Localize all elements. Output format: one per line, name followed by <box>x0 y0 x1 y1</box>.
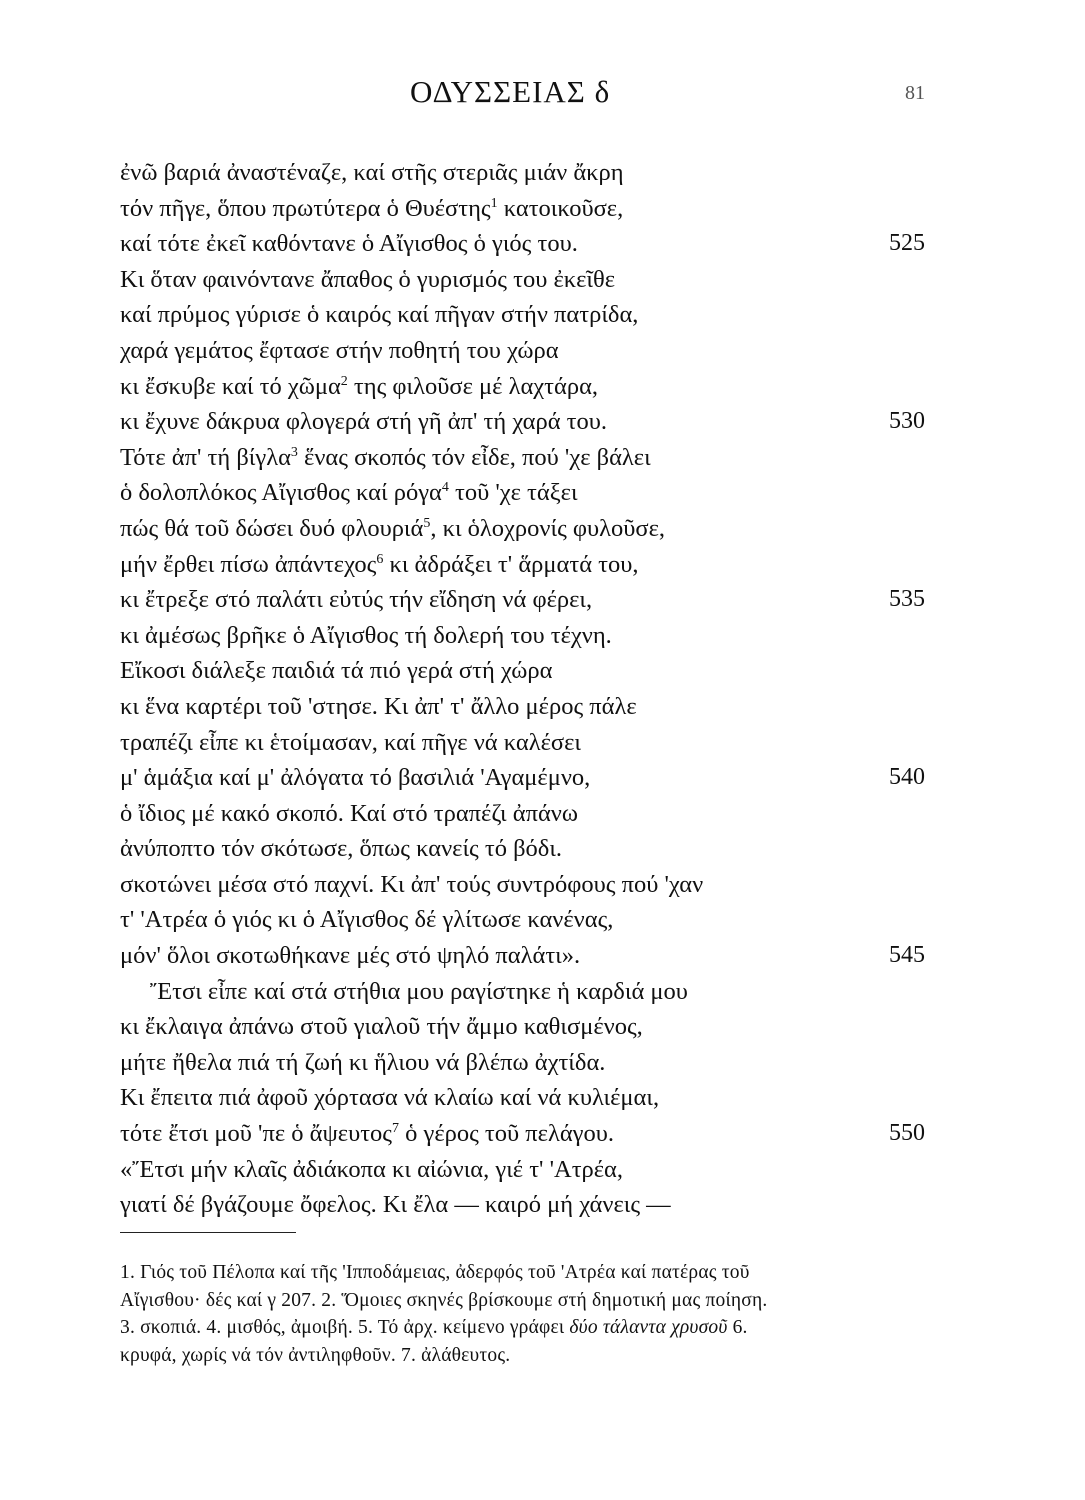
verse-text: ἀνύποπτο τόν σκότωσε, ὅπως κανείς τό βόδι. <box>120 835 563 863</box>
verse-text: τραπέζι εἶπε κι ἑτοίμασαν, καί πῆγε νά καλέσει <box>120 728 581 756</box>
verse-text: σκοτώνει μέσα στό παχνί. Κι ἀπ' τούς συντρόφους πού 'χαν <box>120 870 704 898</box>
verse-text: κι ἔσκυβε καί τό χῶμα$^2$ της φιλοῦσε μέ λαχτάρα, <box>120 372 599 400</box>
verse-line <box>0 226 1085 262</box>
verse-text: Ἔτσι εἶπε καί στά στήθια μου ραγίστηκε ἡ καρδιά μου <box>150 977 688 1005</box>
verse-line <box>0 1116 1085 1152</box>
line-number: 550 <box>889 1120 925 1147</box>
verse-text: μ' ἁμάξια καί μ' ἀλόγατα τό βασιλιά 'Αγαμέμνο, <box>120 764 591 792</box>
verse-line <box>0 547 1085 583</box>
footnote-marker: 4 <box>441 480 449 496</box>
verse-line <box>0 653 1085 689</box>
verse-line <box>0 1009 1085 1045</box>
verse-text: μόν' ὅλοι σκοτωθήκανε μές στό ψηλό παλάτι». <box>120 942 581 970</box>
verse-line <box>0 618 1085 654</box>
footnote-line: 1. Γιός τοῦ Πέλοπα καί τῆς 'Ιπποδάμειας, ἀδερφός τοῦ 'Ατρέα καί πατέρας τοῦ <box>120 1262 750 1283</box>
verse-text: ὁ δολοπλόκος Αἴγισθος καί ρόγα$^4$ τοῦ 'χε τάξει <box>120 479 578 507</box>
verse-line <box>0 974 1085 1010</box>
verse-text: κι ἔτρεξε στό παλάτι εὐτύς τήν εἴδηση νά φέρει, <box>120 586 593 614</box>
verse-text: κι ἀμέσως βρῆκε ὁ Αἴγισθος τή δολερή του τέχνη. <box>120 621 612 649</box>
verse-text: κι ἔχυνε δάκρυα φλογερά στή γῆ ἀπ' τή χαρά του. <box>120 408 608 436</box>
verse-line <box>0 1080 1085 1116</box>
verse-text: γιατί δέ βγάζουμε ὄφελος. Κι ἔλα — καιρό μή χάνεις — <box>120 1191 671 1219</box>
verse-text: πώς θά τοῦ δώσει δυό φλουριά$^5$, κι ὁλοχρονίς φυλοῦσε, <box>120 514 666 542</box>
verse-text: κι ἕνα καρτέρι τοῦ 'στησε. Κι ἀπ' τ' ἄλλο μέρος πάλε <box>120 692 637 720</box>
verse-text: τόν πῆγε, ὅπου πρωτύτερα ὁ Θυέστης$^1$ κατοικοῦσε, <box>120 194 624 222</box>
verse-text: κι ἔκλαιγα ἀπάνω στοῦ γιαλοῦ τήν ἄμμο καθισμένος, <box>120 1013 643 1041</box>
verse-text: Κι ἔπειτα πιά ἀφοῦ χόρτασα νά κλαίω καί νά κυλιέμαι, <box>120 1084 660 1112</box>
footnote-line: κρυφά, χωρίς νά τόν ἀντιληφθοῦν. 7. ἀλάθευτος. <box>120 1344 511 1366</box>
footnote-line: Αἴγισθου· δές καί γ 207. 2. Ὅμοιες σκηνές βρίσκουμε στή δημοτική μας ποίηση. <box>120 1289 768 1311</box>
verse-line <box>0 297 1085 333</box>
verse-line <box>0 511 1085 547</box>
verse-line <box>0 369 1085 405</box>
verse-text: Εἴκοσι διάλεξε παιδιά τά πιό γερά στή χώρα <box>120 657 553 685</box>
footnote-divider <box>120 1232 296 1233</box>
verse-text: μήτε ἤθελα πιά τή ζωή κι ἥλιου νά βλέπω ἀχτίδα. <box>120 1048 606 1076</box>
verse-line <box>0 1152 1085 1188</box>
verse-line <box>0 796 1085 832</box>
verse-line <box>0 1045 1085 1081</box>
verse-line <box>0 155 1085 191</box>
line-number: 545 <box>889 942 925 969</box>
line-number: 540 <box>889 764 925 791</box>
verse-text: μήν ἔρθει πίσω ἀπάντεχος$^6$ κι ἀδράξει τ' ἅρματά του, <box>120 550 639 578</box>
footnote-marker: 3 <box>290 444 298 460</box>
line-number: 525 <box>889 230 925 257</box>
verse-text: Κι ὅταν φαινόντανε ἄπαθος ὁ γυρισμός του ἐκεῖθε <box>120 265 616 293</box>
page-number: 81 <box>905 82 925 104</box>
footnote-marker: 6 <box>376 551 384 567</box>
verse-text: ὁ ἴδιος μέ κακό σκοπό. Καί στό τραπέζι ἀπάνω <box>120 799 578 827</box>
verse-line <box>0 902 1085 938</box>
footnote-marker: 5 <box>423 515 431 531</box>
verse-text: καί τότε ἐκεῖ καθόντανε ὁ Αἴγισθος ὁ γιός του. <box>120 230 578 258</box>
footnote-marker: 1 <box>490 195 498 211</box>
footnote-line: 3. σκοπιά. 4. μισθός, ἀμοιβή. 5. Τό ἀρχ. κείμενο γράφει δύο τάλαντα χρυσοῦ 6. <box>120 1317 748 1338</box>
verse-line <box>0 404 1085 440</box>
verse-text: Τότε ἀπ' τή βίγλα$^3$ ἕνας σκοπός τόν εἶδε, πού 'χε βάλει <box>120 443 651 471</box>
page-header <box>0 74 1085 118</box>
verse-text: χαρά γεμάτος ἔφτασε στήν ποθητή του χώρα <box>120 336 559 364</box>
footnote-marker: 2 <box>340 373 348 389</box>
verse-line <box>0 1187 1085 1223</box>
verse-line <box>0 333 1085 369</box>
verse-line <box>0 725 1085 761</box>
verse-text: τότε ἔτσι μοῦ 'πε ὁ ἄψευτος$^7$ ὁ γέρος τοῦ πελάγου. <box>120 1120 614 1148</box>
line-number: 535 <box>889 586 925 613</box>
verse-line <box>0 475 1085 511</box>
verse-text: ἐνῶ βαριά ἀναστέναζε, καί στῆς στεριᾶς μιάν ἄκρη <box>120 159 624 186</box>
verse-line <box>0 760 1085 796</box>
footnote-marker: 7 <box>392 1121 400 1137</box>
running-title: ΟΔΥΣΣΕΙΑΣ δ <box>410 74 611 109</box>
verse-line <box>0 867 1085 903</box>
footnotes <box>120 1259 940 1369</box>
line-number: 530 <box>889 408 925 435</box>
verse-line <box>0 582 1085 618</box>
verse-line <box>0 191 1085 227</box>
verse-text: τ' 'Ατρέα ὁ γιός κι ὁ Αἴγισθος δέ γλίτωσε κανένας, <box>120 906 614 934</box>
verse-text: καί πρύμος γύρισε ὁ καιρός καί πῆγαν στήν πατρίδα, <box>120 301 639 329</box>
verse-line <box>0 831 1085 867</box>
verse-line <box>0 440 1085 476</box>
verse-text: «Ἔτσι μήν κλαῖς ἀδιάκοπα κι αἰώνια, γιέ τ' 'Ατρέα, <box>120 1155 624 1183</box>
verse-line <box>0 689 1085 725</box>
verse-line <box>0 938 1085 974</box>
verse-line <box>0 262 1085 298</box>
poem-text <box>0 155 1085 1223</box>
